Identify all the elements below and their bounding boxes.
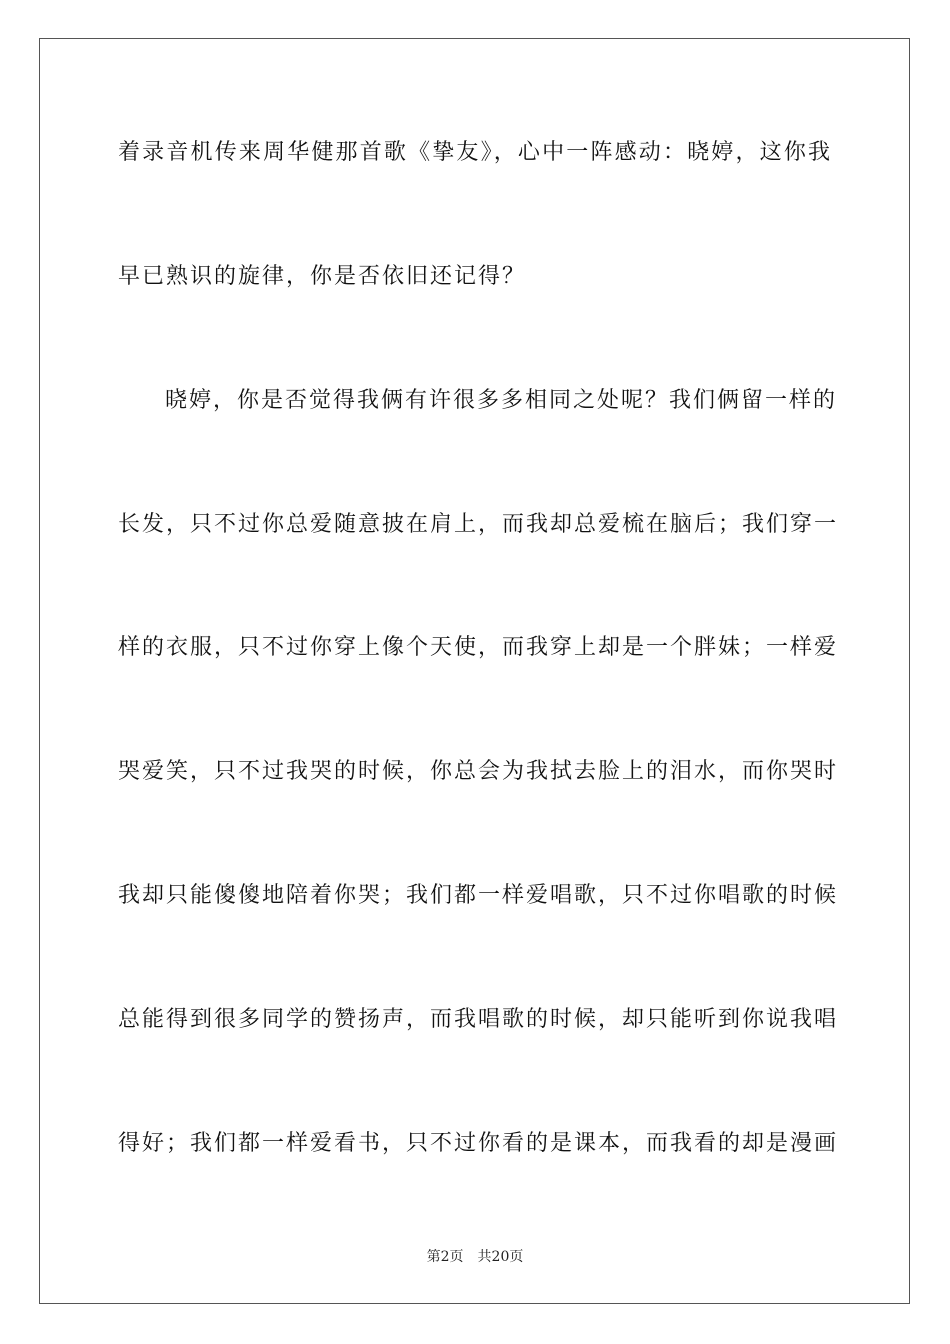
text-line-8: 总能得到很多同学的赞扬声，而我唱歌的时候，却只能听到你说我唱 <box>118 1007 839 1032</box>
page-border <box>39 38 910 1304</box>
page-number: 第2页 <box>426 1249 464 1265</box>
text-line-5: 样的衣服，只不过你穿上像个天使，而我穿上却是一个胖妹；一样爱 <box>118 635 839 660</box>
page-total: 共20页 <box>477 1249 524 1265</box>
text-line-3: 晓婷，你是否觉得我俩有许很多多相同之处呢？我们俩留一样的 <box>165 388 838 413</box>
text-line-2: 早已熟识的旋律，你是否依旧还记得？ <box>118 264 527 289</box>
text-line-1: 着录音机传来周华健那首歌《挚友》，心中一阵感动：晓婷，这你我 <box>118 140 832 165</box>
text-line-4: 长发，只不过你总爱随意披在肩上，而我却总爱梳在脑后；我们穿一 <box>118 512 839 537</box>
text-line-6: 哭爱笑，只不过我哭的时候，你总会为我拭去脸上的泪水，而你哭时 <box>118 759 839 784</box>
page-footer <box>0 1248 950 1266</box>
text-line-7: 我却只能傻傻地陪着你哭；我们都一样爱唱歌，只不过你唱歌的时候 <box>118 883 839 908</box>
text-line-9: 得好；我们都一样爱看书，只不过你看的是课本，而我看的却是漫画 <box>118 1131 839 1156</box>
